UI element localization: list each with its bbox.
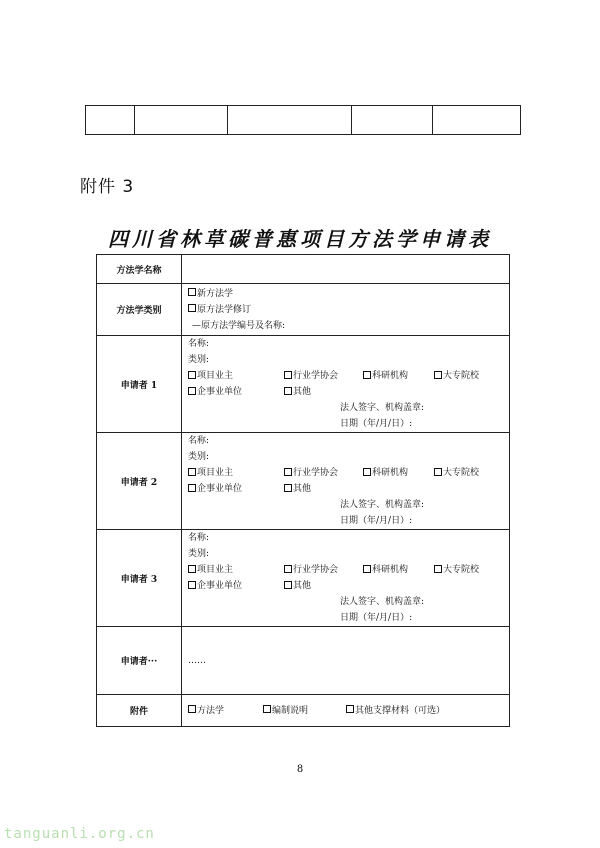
checkbox-icon[interactable] xyxy=(188,581,196,589)
checkbox-option[interactable]: 其他 xyxy=(284,481,311,497)
checkbox-icon[interactable] xyxy=(188,565,196,573)
checkbox-option[interactable]: 企事业单位 xyxy=(188,384,242,400)
method-name-label: 方法学名称 xyxy=(97,255,182,284)
applicant-label: 申请者 2 xyxy=(97,433,182,530)
applicant-field xyxy=(182,336,510,433)
top-table-cell xyxy=(352,106,433,135)
checkbox-option[interactable]: 行业学协会 xyxy=(284,562,338,578)
checkbox-icon[interactable] xyxy=(284,371,292,379)
checkbox-option[interactable]: 大专院校 xyxy=(434,465,479,481)
checkbox-icon[interactable] xyxy=(284,581,292,589)
applicant-field xyxy=(182,433,510,530)
table-row xyxy=(97,695,510,727)
checkbox-option[interactable]: 企事业单位 xyxy=(188,481,242,497)
application-form-table xyxy=(96,254,510,727)
checkbox-icon[interactable] xyxy=(434,468,442,476)
attachment-label: 附件 xyxy=(97,695,182,727)
checkbox-icon[interactable] xyxy=(284,484,292,492)
checkbox-icon[interactable] xyxy=(346,705,354,713)
checkbox-icon[interactable] xyxy=(188,468,196,476)
checkbox-icon[interactable] xyxy=(188,484,196,492)
checkbox-icon[interactable] xyxy=(363,371,371,379)
category-options-row xyxy=(188,562,509,578)
page-number: 8 xyxy=(296,764,304,775)
checkbox-option[interactable]: 大专院校 xyxy=(434,562,479,578)
applicant-category: 类别: xyxy=(188,549,210,559)
table-row xyxy=(97,284,510,336)
category-options-row xyxy=(188,578,509,594)
category-options-row xyxy=(188,465,509,481)
category-options-row xyxy=(188,384,509,400)
checkbox-icon[interactable] xyxy=(188,371,196,379)
checkbox-option[interactable]: 项目业主 xyxy=(188,368,233,384)
checkbox-icon[interactable] xyxy=(434,565,442,573)
original-method-note: —原方法学编号及名称: xyxy=(192,320,286,331)
checkbox-icon[interactable] xyxy=(188,304,196,312)
checkbox-icon[interactable] xyxy=(363,565,371,573)
checkbox-option[interactable]: 科研机构 xyxy=(363,465,408,481)
checkbox-icon[interactable] xyxy=(188,705,196,713)
annex-title: 附件 3 xyxy=(80,177,135,197)
watermark: tanguanli.org.cn xyxy=(4,826,155,842)
applicant-name: 名称: xyxy=(188,339,210,349)
signature-line: 法人签字、机构盖章: xyxy=(340,403,425,413)
method-type-label: 方法学类别 xyxy=(97,284,182,336)
top-table-fragment xyxy=(85,105,521,135)
applicant-category: 类别: xyxy=(188,452,210,462)
checkbox-option[interactable]: 科研机构 xyxy=(363,562,408,578)
signature-line: 法人签字、机构盖章: xyxy=(340,500,425,510)
table-row xyxy=(97,255,510,284)
date-line: 日期（年/月/日）: xyxy=(340,516,413,526)
checkbox-icon[interactable] xyxy=(284,565,292,573)
table-row xyxy=(97,627,510,695)
checkbox-icon[interactable] xyxy=(284,468,292,476)
date-line: 日期（年/月/日）: xyxy=(340,419,413,429)
checkbox-option[interactable]: 编制说明 xyxy=(263,703,308,719)
signature-line: 法人签字、机构盖章: xyxy=(340,597,425,607)
category-options-row xyxy=(188,368,509,384)
applicant-field xyxy=(182,530,510,627)
checkbox-option[interactable]: 企事业单位 xyxy=(188,578,242,594)
checkbox-icon[interactable] xyxy=(188,387,196,395)
checkbox-option[interactable]: 方法学 xyxy=(188,703,224,719)
category-options-row xyxy=(188,481,509,497)
checkbox-option[interactable]: 其他 xyxy=(284,384,311,400)
applicant-label: 申请者 3 xyxy=(97,530,182,627)
method-type-field xyxy=(182,284,510,336)
attachment-field xyxy=(182,695,510,727)
form-title: 四川省林草碳普惠项目方法学申请表 xyxy=(108,227,492,251)
checkbox-option[interactable]: 原方法学修订 xyxy=(188,302,509,318)
top-table-cell xyxy=(228,106,352,135)
checkbox-option[interactable]: 科研机构 xyxy=(363,368,408,384)
applicant-label: 申请者 1 xyxy=(97,336,182,433)
checkbox-icon[interactable] xyxy=(188,288,196,296)
applicant-name: 名称: xyxy=(188,436,210,446)
table-row xyxy=(97,433,510,530)
applicant-name: 名称: xyxy=(188,533,210,543)
checkbox-icon[interactable] xyxy=(284,387,292,395)
checkbox-option[interactable]: 项目业主 xyxy=(188,465,233,481)
checkbox-option[interactable]: 项目业主 xyxy=(188,562,233,578)
checkbox-option[interactable]: 行业学协会 xyxy=(284,465,338,481)
checkbox-icon[interactable] xyxy=(434,371,442,379)
checkbox-option[interactable]: 其他 xyxy=(284,578,311,594)
applicant-category: 类别: xyxy=(188,355,210,365)
checkbox-icon[interactable] xyxy=(263,705,271,713)
top-table-cell xyxy=(135,106,228,135)
top-table-cell xyxy=(86,106,135,135)
checkbox-option[interactable]: 其他支撑材料（可选） xyxy=(346,703,445,719)
checkbox-option[interactable]: 行业学协会 xyxy=(284,368,338,384)
applicant-more-field xyxy=(182,627,510,695)
date-line: 日期（年/月/日）: xyxy=(340,613,413,623)
attachment-options-row xyxy=(188,703,509,719)
checkbox-icon[interactable] xyxy=(363,468,371,476)
checkbox-option[interactable]: 大专院校 xyxy=(434,368,479,384)
ellipsis: …… xyxy=(188,655,206,666)
method-name-field[interactable] xyxy=(182,255,510,284)
checkbox-option[interactable]: 新方法学 xyxy=(188,286,509,302)
applicant-more-label: 申请者··· xyxy=(97,627,182,695)
top-table-cell xyxy=(433,106,521,135)
table-row xyxy=(97,530,510,627)
table-row xyxy=(97,336,510,433)
